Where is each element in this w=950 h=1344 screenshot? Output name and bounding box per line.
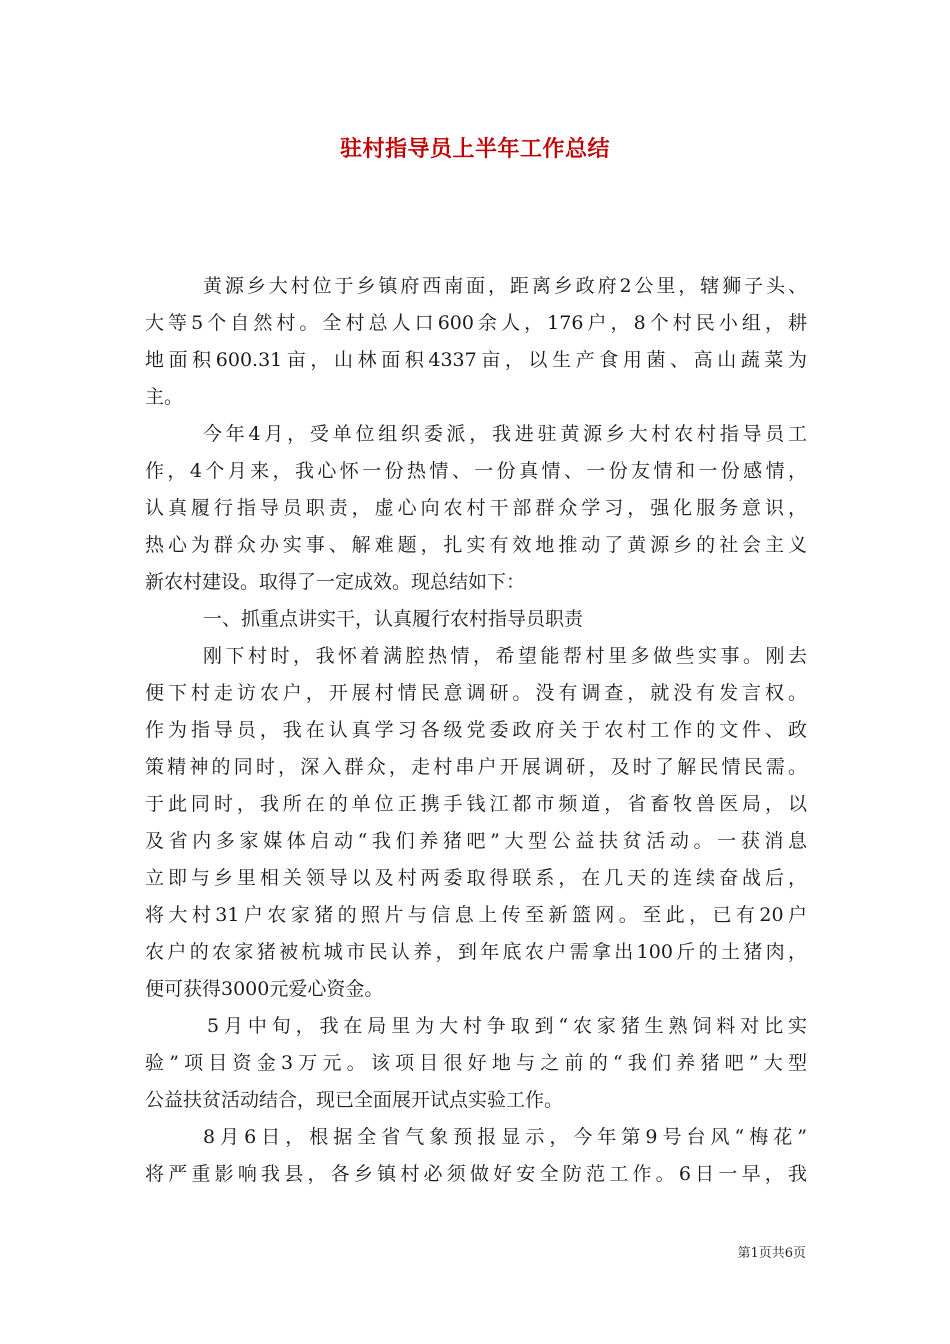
text-line: 新农村建设。取得了一定成效。现总结如下：	[145, 571, 526, 593]
text-line: 策精神的同时，深入群众，走村串户开展调研，及时了解民情民需。	[145, 756, 807, 778]
text-line: 便下村走访农户，开展村情民意调研。没有调查，就没有发言权。	[145, 682, 807, 704]
text-line: 及省内多家媒体启动“我们养猪吧”大型公益扶贫活动。一获消息	[145, 830, 807, 852]
text-line: 5月中旬，我在局里为大村争取到“农家猪生熟饲料对比实	[207, 1015, 807, 1037]
text-line: 地面积600.31亩，山林面积4337亩，以生产食用菌、高山蔬菜为	[145, 349, 807, 371]
text-line: 将严重影响我县，各乡镇村必须做好安全防范工作。6日一早，我	[145, 1163, 807, 1185]
text-line: 立即与乡里相关领导以及村两委取得联系，在几天的连续奋战后，	[145, 867, 807, 889]
text-line: 作为指导员，我在认真学习各级党委政府关于农村工作的文件、政	[145, 719, 807, 741]
text-line: 热心为群众办实事、解难题，扎实有效地推动了黄源乡的社会主义	[145, 534, 807, 556]
document-body	[145, 268, 807, 1193]
document-title: 驻村指导员上半年工作总结	[339, 137, 610, 162]
text-line: 今年4月，受单位组织委派，我进驻黄源乡大村农村指导员工	[203, 423, 807, 445]
text-line: 将大村31户农家猪的照片与信息上传至新篮网。至此，已有20户	[145, 904, 807, 926]
text-line: 便可获得3000元爱心资金。	[145, 978, 384, 1000]
text-line: 作，4个月来，我心怀一份热情、一份真情、一份友情和一份感情，	[145, 460, 807, 482]
text-line: 刚下村时，我怀着满腔热情，希望能帮村里多做些实事。刚去	[203, 645, 807, 667]
text-line: 大等5个自然村。全村总人口600余人，176户，8个村民小组，耕	[145, 312, 807, 334]
text-line: 公益扶贫活动结合，现已全面展开试点实验工作。	[145, 1089, 564, 1111]
text-line: 黄源乡大村位于乡镇府西南面，距离乡政府2公里，辖狮子头、	[203, 275, 807, 297]
text-line: 认真履行指导员职责，虚心向农村干部群众学习，强化服务意识，	[145, 497, 807, 519]
text-line: 主。	[145, 386, 184, 408]
section-heading: 一、抓重点讲实干，认真履行农村指导员职责	[203, 608, 584, 630]
text-line: 农户的农家猪被杭城市民认养，到年底农户需拿出100斤的土猪肉，	[145, 941, 807, 963]
page-number: 第1页共6页	[737, 1246, 806, 1261]
text-line: 验”项目资金3万元。该项目很好地与之前的“我们养猪吧”大型	[145, 1052, 807, 1074]
text-line: 于此同时，我所在的单位正携手钱江都市频道，省畜牧兽医局，以	[145, 793, 807, 815]
text-line: 8月6日，根据全省气象预报显示，今年第9号台风“梅花”	[203, 1126, 807, 1148]
